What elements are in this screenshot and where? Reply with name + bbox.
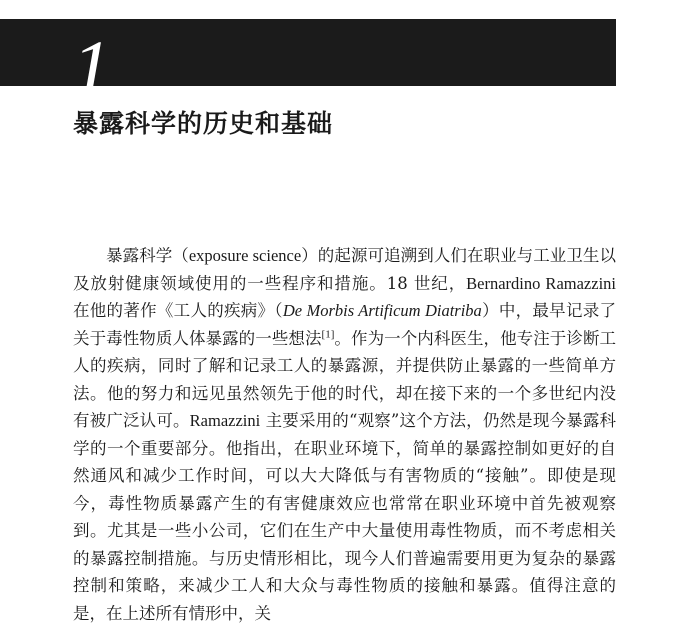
citation-marker[interactable]: [1] [321, 328, 335, 340]
text-segment: 主要采用的“观察”这个方法，仍然是现今暴露科学的一个重要部分。他指出，在职业环境下，简单的暴露控制如更好的自然通风和减少工作时间，可以大大降低与有害物质的“接触”。即使是现今，毒性物质暴露产生的有害健康效应也常常在职业环境中首先被观察到。尤其是一些小公司，它们在生产中大量使用毒性物质，而不考虑相关的暴露控制措施。与历史情形相比，现今人们普遍需要用更为复杂的暴露控制和策略，来减少工人和大众与毒性物质的接触和暴露。值得注意的是，在上述所有情形中，关 [73, 411, 617, 623]
text-segment: 暴露科学（ [106, 246, 189, 265]
text-segment: ）的起源可追溯到人们在职业与工业卫生以及放射健康领域使用的一些程序和措施。18 世纪， [73, 246, 617, 293]
text-segment: ）中，最早记录了关于毒性物质人体暴露的一些想法 [73, 301, 617, 348]
chapter-header-bar [0, 19, 616, 111]
book-title-latin: De Morbis Artificum Diatriba [282, 301, 482, 320]
chapter-title: 暴露科学的历史和基础 [73, 109, 334, 138]
body-paragraph [73, 242, 616, 627]
chapter-number: 1 [72, 24, 111, 111]
author-name: Bernardino Ramazzini [466, 273, 616, 293]
author-name: Ramazzini [189, 411, 261, 430]
text-segment: 在他的著作《工人的疾病》（ [73, 301, 283, 320]
term-english: exposure science [188, 246, 302, 265]
text-segment: 。作为一个内科医生，他专注于诊断工人的疾病，同时了解和记录工人的暴露源，并提供防止暴露的一些简单方法。他的努力和远见虽然领先于他的时代，却在接下来的一个多世纪内没有被广泛认可。 [73, 328, 617, 430]
